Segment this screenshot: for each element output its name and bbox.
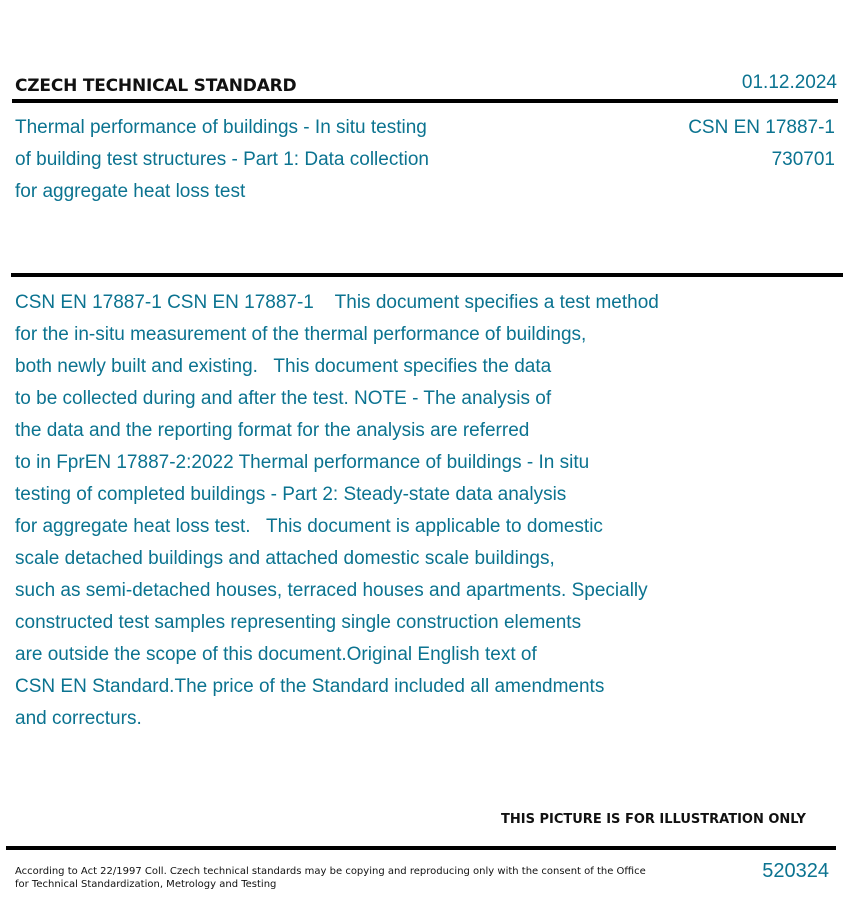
abstract-line: such as semi-detached houses, terraced houses and apartments. Specially: [15, 580, 648, 601]
abstract-line: for aggregate heat loss test. This document is applicable to domestic: [15, 516, 603, 537]
abstract-line: CSN EN Standard.The price of the Standard included all amendments: [15, 676, 605, 697]
standard-title-line: Thermal performance of buildings - In situ testing: [15, 117, 427, 138]
title-divider: [11, 273, 843, 277]
standard-title-line: of building test structures - Part 1: Data collection: [15, 149, 429, 170]
classification-code: 730701: [771, 149, 835, 170]
legal-notice-line: According to Act 22/1997 Coll. Czech technical standards may be copying and reproducing only with the consent of the Office: [15, 866, 646, 877]
footer-code: 520324: [762, 860, 829, 882]
abstract-line: to be collected during and after the test. NOTE - The analysis of: [15, 388, 552, 409]
abstract-line: both newly built and existing. This document specifies the data: [15, 356, 552, 377]
abstract-text: [15, 287, 775, 735]
standard-number: CSN EN 17887-1: [688, 117, 835, 138]
abstract-line: are outside the scope of this document.Original English text of: [15, 644, 537, 665]
abstract-line: constructed test samples representing single construction elements: [15, 612, 582, 633]
illustration-disclaimer: THIS PICTURE IS FOR ILLUSTRATION ONLY: [501, 812, 806, 827]
abstract-line: and correcturs.: [15, 708, 142, 729]
abstract-line: testing of completed buildings - Part 2: Steady-state data analysis: [15, 484, 567, 505]
standard-title-line: for aggregate heat loss test: [15, 181, 246, 202]
abstract-line: for the in-situ measurement of the thermal performance of buildings,: [15, 324, 587, 345]
abstract-line: the data and the reporting format for the analysis are referred: [15, 420, 530, 441]
legal-notice: [15, 865, 646, 891]
legal-notice-line: for Technical Standardization, Metrology and Testing: [15, 879, 277, 890]
footer-divider: [6, 846, 836, 850]
standard-type-label: CZECH TECHNICAL STANDARD: [15, 76, 297, 96]
abstract-line: CSN EN 17887-1 CSN EN 17887-1 This document specifies a test method: [15, 292, 659, 313]
abstract-line: to in FprEN 17887-2:2022 Thermal performance of buildings - In situ: [15, 452, 590, 473]
abstract-line: scale detached buildings and attached domestic scale buildings,: [15, 548, 555, 569]
header-divider: [12, 99, 838, 103]
publication-date: 01.12.2024: [741, 72, 837, 93]
